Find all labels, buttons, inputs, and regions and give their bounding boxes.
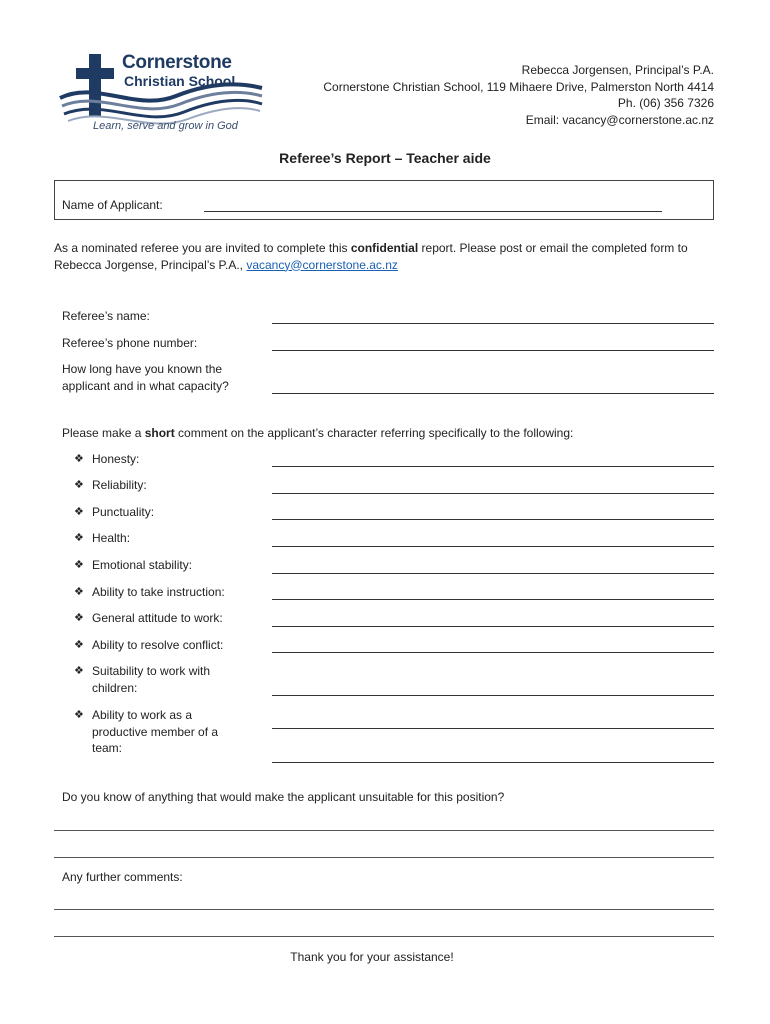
applicant-name-field[interactable] xyxy=(204,211,662,212)
intro-paragraph xyxy=(54,240,724,273)
intro-text-1: As a nominated referee you are invited to complete this xyxy=(54,241,351,255)
known-duration-label: How long have you known the applicant and in what capacity? xyxy=(62,362,229,393)
team-member-field-2[interactable] xyxy=(272,762,714,763)
emotional-stability-field[interactable] xyxy=(272,573,714,574)
comments-line-2[interactable] xyxy=(54,936,714,937)
thank-you-note: Thank you for your assistance! xyxy=(290,950,454,964)
take-instruction-field[interactable] xyxy=(272,599,714,600)
applicant-name-label: Name of Applicant: xyxy=(62,198,163,212)
list-item xyxy=(74,637,262,654)
item-label: Ability to work as a productive member of a team: xyxy=(92,708,219,755)
list-item xyxy=(74,584,262,601)
item-label: Reliability: xyxy=(92,478,147,492)
diamond-bullet-icon: ❖ xyxy=(74,532,84,544)
unsuitable-question: Do you know of anything that would make the applicant unsuitable for this position? xyxy=(62,790,505,804)
item-label: Punctuality: xyxy=(92,505,155,519)
resolve-conflict-field[interactable] xyxy=(272,652,714,653)
diamond-bullet-icon: ❖ xyxy=(74,665,84,677)
contact-line-2: Cornerstone Christian School, 119 Mihaere Drive, Palmerston North 4414 xyxy=(323,79,714,94)
list-item xyxy=(74,663,242,696)
list-item xyxy=(74,610,262,627)
honesty-field[interactable] xyxy=(272,466,714,467)
list-item xyxy=(74,477,252,494)
diamond-bullet-icon: ❖ xyxy=(74,709,84,721)
known-duration-field[interactable] xyxy=(272,393,714,394)
item-label: Suitability to work with children: xyxy=(92,664,211,695)
diamond-bullet-icon: ❖ xyxy=(74,479,84,491)
list-item xyxy=(74,557,252,574)
character-prompt-bold: short xyxy=(144,426,175,440)
intro-email-link[interactable]: vacancy@cornerstone.ac.nz xyxy=(246,257,398,272)
contact-line-4: Email: vacancy@cornerstone.ac.nz xyxy=(525,112,714,127)
attitude-field[interactable] xyxy=(272,626,714,627)
item-label: Emotional stability: xyxy=(92,558,193,572)
list-item xyxy=(74,707,242,757)
list-item xyxy=(74,530,252,547)
health-field[interactable] xyxy=(272,546,714,547)
contact-block xyxy=(323,62,714,128)
referee-phone-field[interactable] xyxy=(272,350,714,351)
contact-line-3: Ph. (06) 356 7326 xyxy=(617,96,714,110)
diamond-bullet-icon: ❖ xyxy=(74,639,84,651)
unsuitable-answer-line-1[interactable] xyxy=(54,830,714,831)
item-label: Health: xyxy=(92,531,131,545)
character-prompt-1: Please make a xyxy=(62,426,145,440)
intro-text-2: report. Please post or email the completed form to Rebecca Jorgense, Principal’s P.A., xyxy=(54,241,688,272)
reliability-field[interactable] xyxy=(272,493,714,494)
further-comments-label: Any further comments: xyxy=(62,870,183,884)
referee-phone-label: Referee’s phone number: xyxy=(62,336,198,350)
diamond-bullet-icon: ❖ xyxy=(74,612,84,624)
punctuality-field[interactable] xyxy=(272,519,714,520)
diamond-bullet-icon: ❖ xyxy=(74,453,84,465)
unsuitable-answer-line-2[interactable] xyxy=(54,857,714,858)
logo-name-line2: Christian School xyxy=(124,73,236,89)
diamond-bullet-icon: ❖ xyxy=(74,506,84,518)
referee-name-field[interactable] xyxy=(272,323,714,324)
list-item xyxy=(74,451,252,468)
item-label: General attitude to work: xyxy=(92,611,223,625)
intro-bold: confidential xyxy=(350,241,419,255)
logo-tagline: Learn, serve and grow in God xyxy=(93,120,238,132)
item-label: Honesty: xyxy=(92,452,140,466)
diamond-bullet-icon: ❖ xyxy=(74,559,84,571)
page-title: Referee’s Report – Teacher aide xyxy=(279,150,491,166)
comments-line-1[interactable] xyxy=(54,909,714,910)
character-prompt xyxy=(62,425,573,442)
item-label: Ability to take instruction: xyxy=(92,585,225,599)
referee-name-label: Referee’s name: xyxy=(62,309,150,323)
character-prompt-2: comment on the applicant’s character referring specifically to the following: xyxy=(174,426,574,440)
list-item xyxy=(74,504,252,521)
item-label: Ability to resolve conflict: xyxy=(92,638,224,652)
suitability-children-field[interactable] xyxy=(272,695,714,696)
team-member-field-1[interactable] xyxy=(272,728,714,729)
logo-name-line1: Cornerstone xyxy=(122,52,232,73)
contact-line-1: Rebecca Jorgensen, Principal’s P.A. xyxy=(521,63,714,77)
diamond-bullet-icon: ❖ xyxy=(74,586,84,598)
